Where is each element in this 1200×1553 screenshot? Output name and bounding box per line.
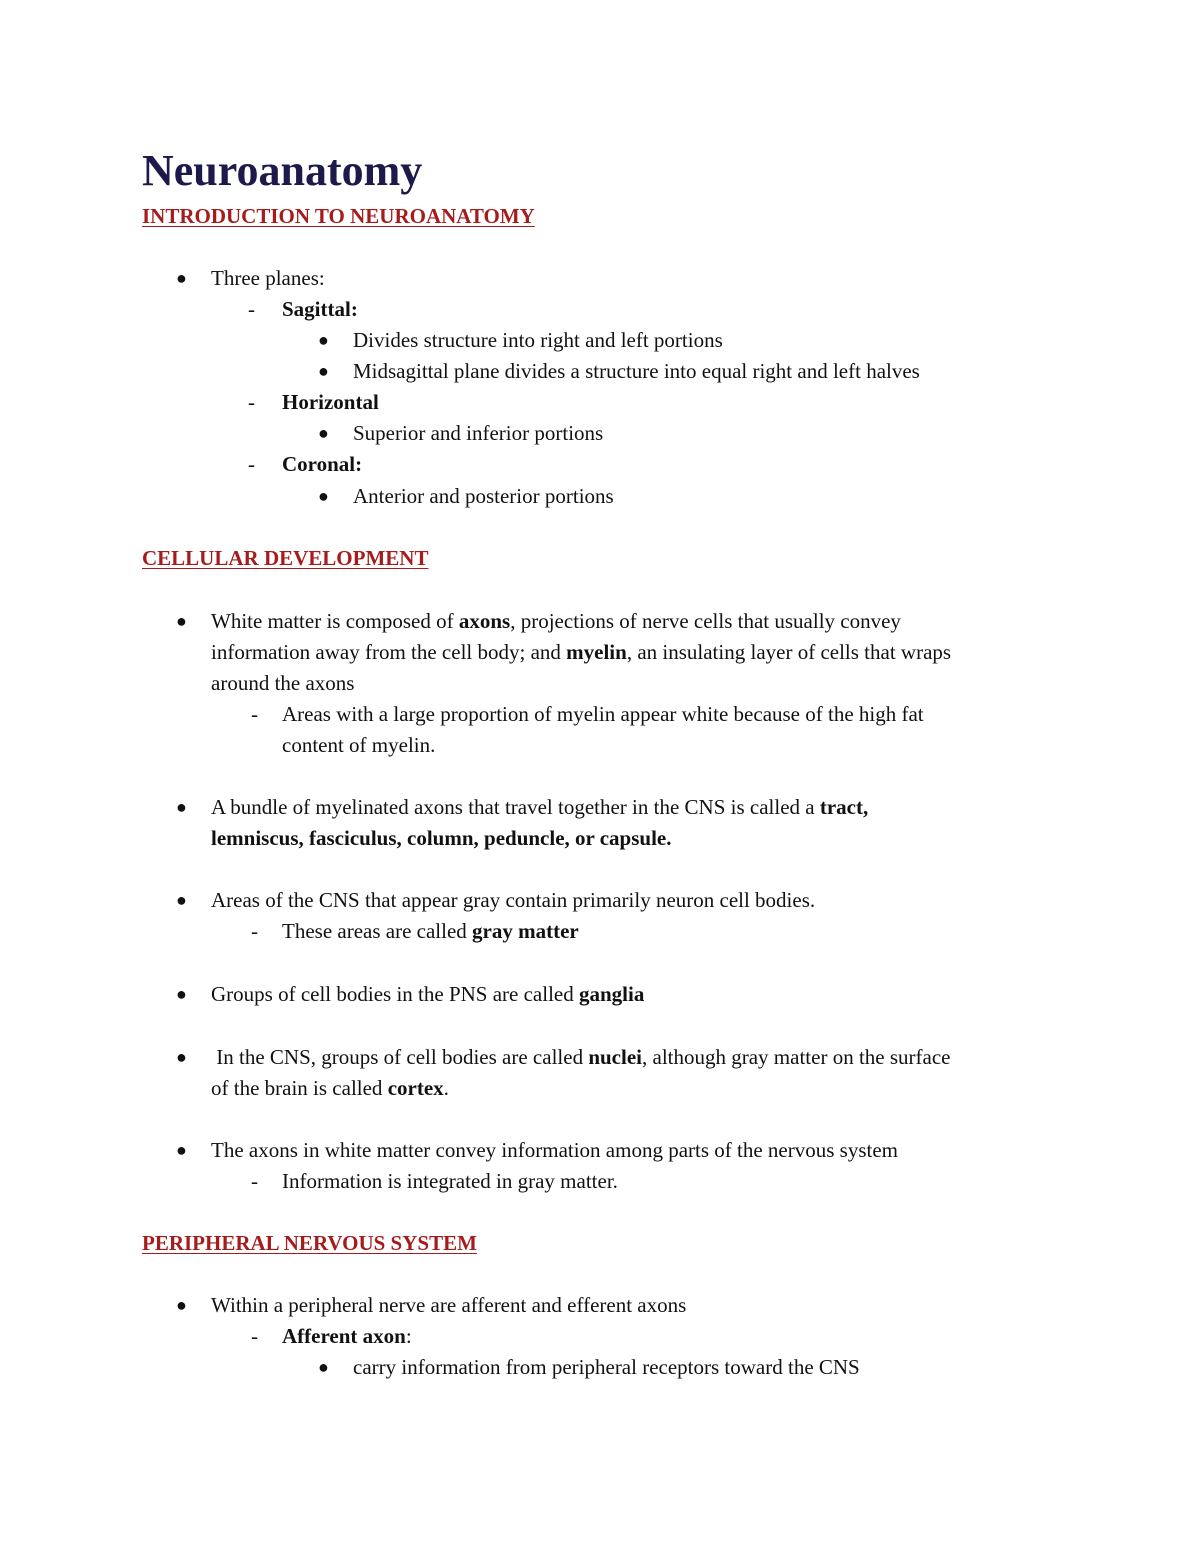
- term-coronal: Coronal:: [282, 452, 363, 476]
- term-ganglia: ganglia: [579, 982, 645, 1006]
- text-run: Groups of cell bodies in the PNS are called: [211, 982, 579, 1006]
- text-run: :: [405, 1324, 412, 1348]
- dash-marker: -: [248, 297, 255, 321]
- bullet-marker: ●: [176, 268, 187, 288]
- term-sagittal: Sagittal:: [282, 297, 358, 321]
- dash-marker: -: [248, 452, 255, 476]
- text-run: information away from the cell body; and: [211, 640, 567, 664]
- list-item-continuation: [211, 1073, 449, 1104]
- section-heading-cellular: CELLULAR DEVELOPMENT: [142, 546, 429, 570]
- list-item-axons: The axons in white matter convey information among parts of the nervous system: [211, 1138, 899, 1162]
- sub-item-afferent: [282, 1321, 412, 1352]
- list-item-nuclei: [211, 1042, 950, 1073]
- sub-item: Areas with a large proportion of myelin appear white because of the high fat: [282, 702, 924, 726]
- bullet-marker: ●: [176, 797, 187, 817]
- list-item-gray: Areas of the CNS that appear gray contain primarily neuron cell bodies.: [211, 888, 816, 912]
- sub-sub-item: Anterior and posterior portions: [353, 484, 614, 508]
- bullet-marker: ●: [176, 984, 187, 1004]
- sub-sub-item: Superior and inferior portions: [353, 421, 604, 445]
- bullet-marker: ●: [318, 361, 329, 381]
- bullet-marker: ●: [176, 1140, 187, 1160]
- term-horizontal: Horizontal: [282, 390, 379, 414]
- term-cortex: cortex: [387, 1076, 444, 1100]
- term-myelin: myelin: [566, 640, 627, 664]
- list-item-peripheral-nerve: Within a peripheral nerve are afferent and efferent axons: [211, 1293, 687, 1317]
- list-item-three-planes: Three planes:: [211, 266, 325, 290]
- sub-item-horizontal: [282, 387, 379, 418]
- bullet-marker: ●: [318, 1357, 329, 1377]
- dash-marker: -: [251, 919, 258, 943]
- text-run: of the brain is called: [211, 1076, 388, 1100]
- sub-item: Information is integrated in gray matter.: [282, 1169, 618, 1193]
- term-axons: axons: [458, 609, 511, 633]
- dash-marker: -: [251, 1169, 258, 1193]
- term-tract: tract,: [819, 795, 869, 819]
- bullet-marker: ●: [176, 890, 187, 910]
- text-run: A bundle of myelinated axons that travel together in the CNS is called a: [211, 795, 820, 819]
- sub-sub-item: Midsagittal plane divides a structure into equal right and left halves: [353, 359, 920, 383]
- sub-item: [282, 916, 579, 947]
- section-heading-pns: PERIPHERAL NERVOUS SYSTEM: [142, 1231, 477, 1255]
- text-run: , projections of nerve cells that usually convey: [510, 609, 901, 633]
- dash-marker: -: [251, 702, 258, 726]
- text-run: These areas are called: [282, 919, 473, 943]
- bullet-marker: ●: [176, 1295, 187, 1315]
- dash-marker: -: [248, 390, 255, 414]
- bullet-marker: ●: [176, 1047, 187, 1067]
- section-heading-introduction: INTRODUCTION TO NEUROANATOMY: [142, 204, 535, 228]
- term-gray-matter: gray matter: [472, 919, 579, 943]
- term-afferent-axon: Afferent axon: [282, 1324, 406, 1348]
- bullet-marker: ●: [318, 486, 329, 506]
- list-item-white-matter: [211, 606, 901, 637]
- text-run: , an insulating layer of cells that wraps: [626, 640, 952, 664]
- text-run: .: [443, 1076, 449, 1100]
- bullet-marker: ●: [176, 611, 187, 631]
- sub-sub-item: Divides structure into right and left portions: [353, 328, 723, 352]
- term-nuclei: nuclei: [588, 1045, 642, 1069]
- text-run: White matter is composed of: [211, 609, 459, 633]
- text-run: , although gray matter on the surface: [642, 1045, 951, 1069]
- text-run: In the CNS, groups of cell bodies are called: [211, 1045, 589, 1069]
- page-title: Neuroanatomy: [142, 146, 423, 195]
- sub-item-continuation: content of myelin.: [282, 733, 436, 757]
- list-item-tract: [211, 792, 868, 823]
- bullet-marker: ●: [318, 423, 329, 443]
- term-list: lemniscus, fasciculus, column, peduncle, or capsule.: [211, 826, 672, 850]
- list-item-continuation: around the axons: [211, 671, 355, 695]
- sub-item-sagittal: [282, 294, 358, 325]
- sub-sub-item: carry information from peripheral receptors toward the CNS: [353, 1355, 860, 1379]
- list-item-ganglia: [211, 979, 644, 1010]
- list-item-continuation: [211, 637, 951, 668]
- bullet-marker: ●: [318, 330, 329, 350]
- sub-item-coronal: [282, 449, 362, 480]
- list-item-continuation: [211, 823, 671, 854]
- dash-marker: -: [251, 1324, 258, 1348]
